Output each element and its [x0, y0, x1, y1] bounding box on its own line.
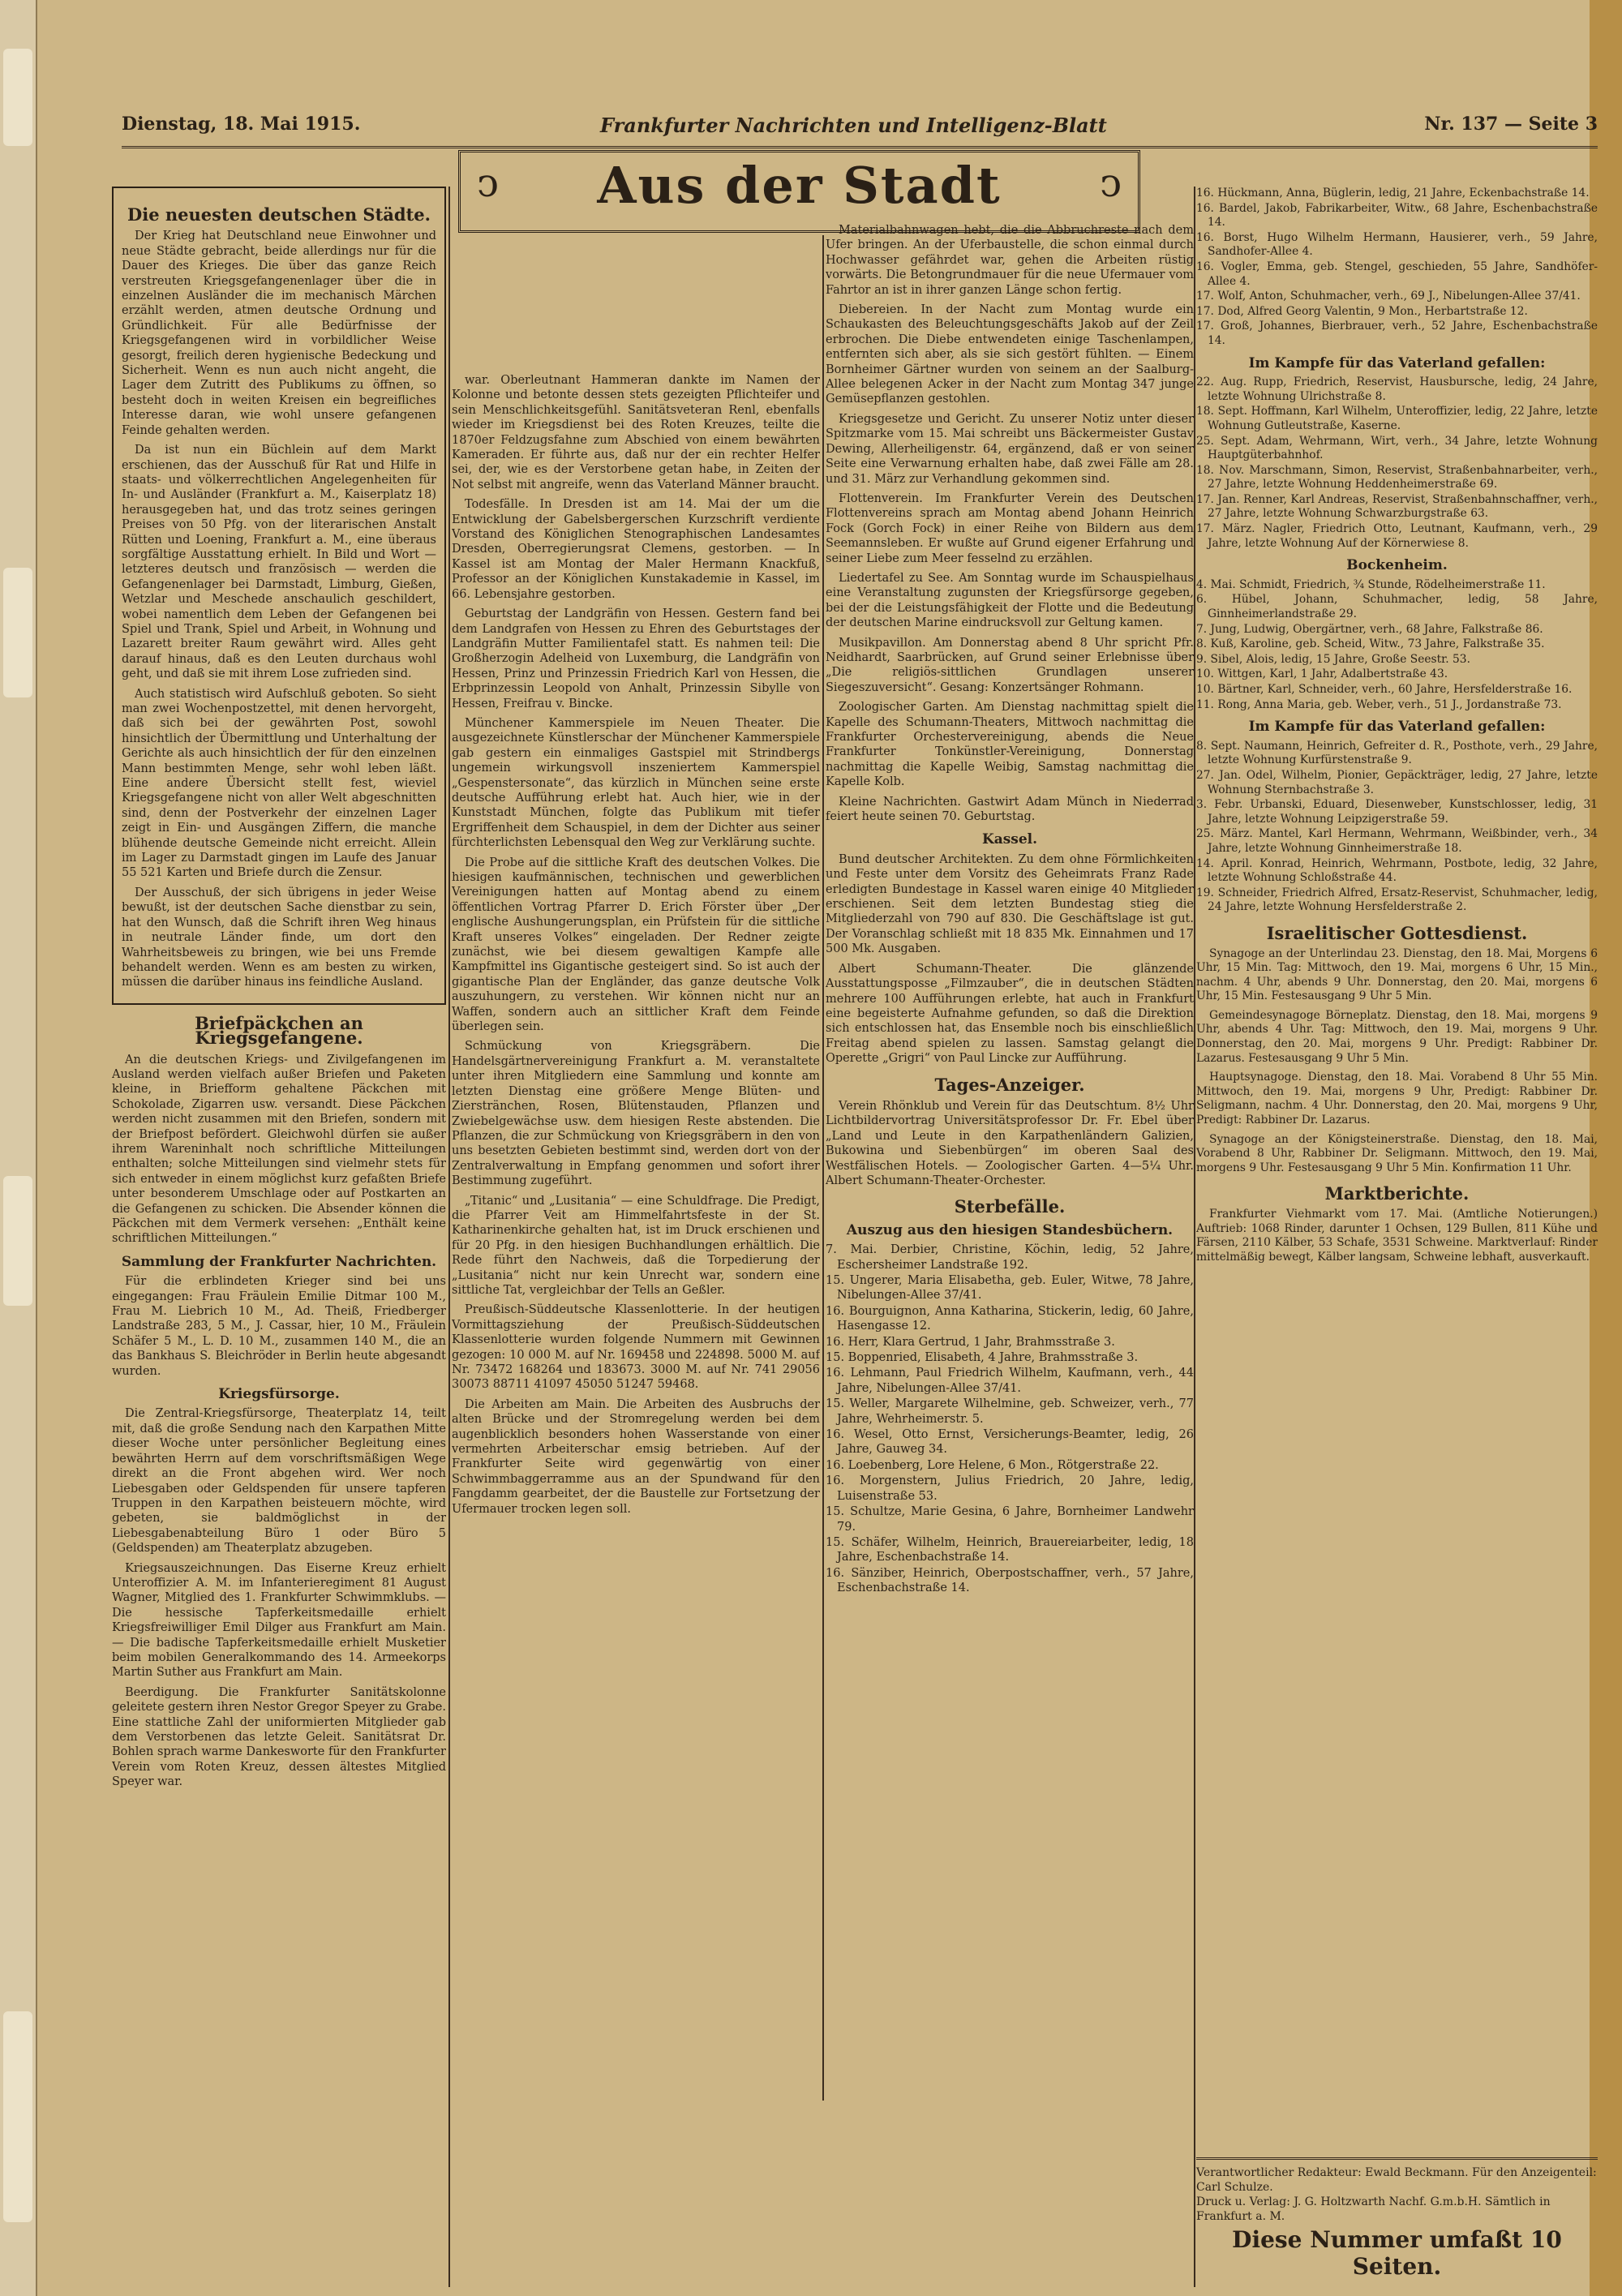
article-paragraph: Frankfurter Viehmarkt vom 17. Mai. (Amtliche Notierungen.) Auftrieb: 1068 Rinder, darunter 1 Ochsen, 129 Bullen, 811 Kühe und Färsen, 2110 Kälber, 53 Schafe, 3531 Schweine. Marktverlauf: Rinder mittelmäßig bewegt, Kälber langsam, Schweine lebhaft, ausverkauft. [1196, 1208, 1598, 1264]
fallen-soldiers-list [1196, 376, 1598, 551]
article-heading: Im Kampfe für das Vaterland gefallen: [1248, 719, 1546, 736]
list-entry: 17. Wolf, Anton, Schuhmacher, verh., 69 J., Nibelungen-Allee 37/41. [1196, 290, 1581, 303]
column-3 [826, 223, 1194, 2113]
article-heading: Sammlung der Frankfurter Nachrichten. [121, 1253, 437, 1270]
list-entry: 14. April. Konrad, Heinrich, Wehrmann, Postbote, ledig, 32 Jahre, letzte Wohnung Schloßstraße 44. [1196, 856, 1598, 885]
article-paragraph: Flottenverein. Im Frankfurter Verein des Deutschen Flottenvereins sprach am Montag abend Johann Heinrich Fock (Gorch Fock) in einer Reihe von Bildern aus dem Seemannsleben. Er wußte auf Grund eigener Erfahrung und seiner Liebe zum Meer fesselnd zu erzählen. [826, 491, 1194, 565]
article-heading: Kriegsfürsorge. [218, 1386, 340, 1403]
article-paragraph: Diebereien. In der Nacht zum Montag wurde ein Schaukasten des Beleuchtungsgeschäfts Jakob auf der Zeil erbrochen. Die Diebe entwendeten einige Taschenlampen, entfernten sich aber, als sie sich gestört fühlten. — Einem Bornheimer Gärtner wurden von seinem an der Saalburg-Allee belegenen Acker in der Nacht zum Montag 347 junge Gemüsepflanzen gestohlen. [826, 303, 1194, 406]
article-paragraph: Liedertafel zu See. Am Sonntag wurde im Schauspielhaus eine Veranstaltung zugunsten der Kriegsfürsorge gegeben, bei der die Leistungsfähigkeit der Flotte und die Bedeutung der deutschen Marine eindrucksvoll zur Geltung kamen. [826, 571, 1194, 630]
article-heading: Bockenheim. [1346, 557, 1448, 574]
article-paragraph: Schmückung von Kriegsgräbern. Die Handelsgärtnervereinigung Frankfurt a. M. veranstaltete unter ihren Mitgliedern eine Sammlung und konnte am letzten Dienstag eine größere Menge Blüten- und Zierstränchen, Rosen, Blütenstauden, Pflanzen und Zwiebelgewächse usw. dem hiesigen Reste abstenden. Die Pflanzen, die zur Schmückung von Kriegsgräbern in den von uns besetzten Gebieten bestimmt sind, werden dort von der Zentralverwaltung in Empfang genommen und sofort ihrer Bestimmung zugeführt. [452, 1040, 820, 1188]
article-paragraph: Die Arbeiten am Main. Die Arbeiten des Ausbruchs der alten Brücke und der Stromregelung werden bei dem augenblicklich besonders hohen Wasserstande von einer vermehrten Arbeiterschar emsig betrieben. Auf der Frankfurter Seite wird gegenwärtig von einer Schwimmbaggerramme aus an der Spundwand für den Fangdamm gearbeitet, der die Baustelle zur Fortsetzung der Ufermauer trocken legen soll. [452, 1397, 820, 1516]
publisher-info [1196, 2165, 1598, 2224]
ornament-left-icon: ↄ [477, 161, 499, 206]
boxed-article [112, 187, 446, 1005]
list-entry: 8. Kuß, Karoline, geb. Scheid, Witw., 73 Jahre, Falkstraße 35. [1196, 637, 1545, 651]
list-entry: 16. Borst, Hugo Wilhelm Hermann, Hausierer, verh., 59 Jahre, Sandhofer-Allee 4. [1196, 230, 1598, 259]
list-entry: 16. Herr, Klara Gertrud, 1 Jahr, Brahmsstraße 3. [826, 1335, 1115, 1349]
list-entry: 16. Vogler, Emma, geb. Stengel, geschieden, 55 Jahre, Sandhöfer-Allee 4. [1196, 260, 1598, 288]
binding-tape [3, 568, 32, 697]
list-entry: 8. Sept. Naumann, Heinrich, Gefreiter d. R., Posthote, verh., 29 Jahre, letzte Wohnung Kurfürstenstraße 9. [1196, 739, 1598, 767]
article-paragraph: „Titanic“ und „Lusitania“ — eine Schuldfrage. Die Predigt, die Pfarrer Veit am Himmelfahrtsfeste in der St. Katharinenkirche gehalten hat, ist im Druck erschienen und für 20 Pfg. in den hiesigen Buchhandlungen erhältlich. Die Rede führt den Nachweis, daß die Torpedierung der „Lusitania“ nicht nur kein Unrecht war, sondern eine sittliche Tat, vergleichbar der Tells an Geßler. [452, 1194, 820, 1297]
article-heading: Die neuesten deutschen Städte. [127, 204, 431, 225]
death-notice-list [826, 1242, 1194, 1595]
list-entry: 18. Sept. Hoffmann, Karl Wilhelm, Unteroffizier, ledig, 22 Jahre, letzte Wohnung Gutleutstraße, Kaserne. [1196, 405, 1598, 432]
article-paragraph: Todesfälle. In Dresden ist am 14. Mai der um die Entwicklung der Gabelsbergerschen Kurzschrift verdiente Vorstand des Königlichen Stenographischen Landesamtes Dresden, Oberregierungsrat Clemens, gestorben. — In Kassel ist am Montag der Maler Hermann Knackfuß, Professor an der Königlichen Kunstakademie in Kassel, im 66. Lebensjahre gestorben. [452, 498, 820, 601]
list-entry: 27. Jan. Odel, Wilhelm, Pionier, Gepäckträger, ledig, 27 Jahre, letzte Wohnung Sternbachstraße 3. [1196, 768, 1598, 796]
article-heading: Briefpäckchen an Kriegsgefangene. [195, 1012, 363, 1049]
list-entry: 17. Dod, Alfred Georg Valentin, 9 Mon., Herbartstraße 12. [1196, 304, 1528, 318]
article-paragraph: Die Zentral-Kriegsfürsorge, Theaterplatz 14, teilt mit, daß die große Sendung nach den Karpathen Mitte dieser Woche unter persönlicher Begleitung eines bewährten Herrn auf dem vorschriftsmäßigen Wege direkt an die Front abgehen wird. Wer noch Liebesgaben oder Geldspenden für unsere tapferen Truppen in den Karpathen beisteuern möchte, wird gebeten, sie baldmöglichst in der Liebesgabenabteilung Büro 1 oder Büro 5 (Geldspenden) am Theaterplatz abzugeben. [112, 1407, 446, 1556]
article-paragraph: Da ist nun ein Büchlein auf dem Markt erschienen, das der Ausschuß für Rat und Hilfe in staats- und völkerrechtlichen Angelegenheiten für In- und Ausländer (Frankfurt a. M., Kaiserplatz 18) herausgegeben hat, und das trotz seines geringen Preises von 50 Pfg. von der literarischen Anstalt Rütten und Loening, Frankfurt a. M., eine überaus sorgfältige Ausstattung erhielt. In Bild und Wort — letzteres deutsch und französisch — werden die Gefangenenlager bei Darmstadt, Limburg, Gießen, Wetzlar und Meschede anschaulich geschildert, wobei namentlich dem Leben der Gefangenen bei Spiel und Trank, Spiel und Arbeit, in Wohnung und Lazarett breiter Raum gewährt wird. Alles geht darauf hinaus, daß es den Leuten durchaus wohl geht, und daß sie mit ihrem Lose zufrieden sind. [122, 444, 436, 681]
list-entry: 7. Jung, Ludwig, Obergärtner, verh., 68 Jahre, Falkstraße 86. [1196, 622, 1543, 636]
section-title: Aus der Stadt [597, 156, 1002, 215]
death-notice-list [1196, 187, 1598, 349]
newspaper-name: Frankfurter Nachrichten und Intelligenz-Blatt [600, 114, 1107, 137]
article-heading: Sterbefälle. [954, 1196, 1066, 1217]
list-entry: 4. Mai. Schmidt, Friedrich, ¾ Stunde, Rödelheimerstraße 11. [1196, 577, 1546, 591]
article-paragraph: Verein Rhönklub und Verein für das Deutschtum. 8½ Uhr Lichtbildervortrag Universitätsprofessor Dr. Fr. Ebel über „Land und Leute in den Karpathenländern Galizien, Bukowina und Siebenbürgen“ im oberen Saal des Westfälischen Hotels. — Zoologischer Garten. 4—5¼ Uhr. Albert Schumann-Theater-Orchester. [826, 1099, 1194, 1187]
list-entry: 16. Hückmann, Anna, Büglerin, ledig, 21 Jahre, Eckenbachstraße 14. [1196, 187, 1590, 200]
list-entry: 15. Ungerer, Maria Elisabetha, geb. Euler, Witwe, 78 Jahre, Nibelungen-Allee 37/41. [826, 1274, 1194, 1302]
list-entry: 25. Sept. Adam, Wehrmann, Wirt, verh., 34 Jahre, letzte Wohnung Hauptgüterbahnhof. [1196, 434, 1598, 462]
article-heading: Tages-Anzeiger. [934, 1074, 1085, 1095]
list-entry: 15. Schäfer, Wilhelm, Heinrich, Brauereiarbeiter, ledig, 18 Jahre, Eschenbachstraße 14. [826, 1535, 1194, 1564]
list-entry: 9. Sibel, Alois, ledig, 15 Jahre, Große Seestr. 53. [1196, 652, 1470, 666]
issue-date: Dienstag, 18. Mai 1915. [122, 114, 361, 135]
list-entry: 15. Schultze, Marie Gesina, 6 Jahre, Bornheimer Landwehr 79. [826, 1505, 1194, 1534]
column-divider [448, 187, 450, 2287]
list-entry: 25. März. Mantel, Karl Hermann, Wehrmann, Weißbinder, verh., 34 Jahre, letzte Wohnung Ginnheimerstraße 18. [1196, 827, 1598, 855]
article-paragraph: Kleine Nachrichten. Gastwirt Adam Münch in Niederrad feiert heute seinen 70. Geburtstag. [826, 795, 1194, 824]
article-paragraph: Bund deutscher Architekten. Zu dem ohne Förmlichkeiten und Feste unter dem Vorsitz des Geheimrats Franz Rade erledigten Bundestage in Kassel waren einige 40 Mitglieder erschienen. Seit dem letzten Bundestag stieg die Mitgliederzahl von 790 auf 830. Die Geschäftslage ist gut. Der Voranschlag schließt mit 18 835 Mk. Einnahmen und 17 500 Mk. Ausgaben. [826, 852, 1194, 956]
page-header [122, 114, 1598, 143]
list-entry: 6. Hübel, Johann, Schuhmacher, ledig, 58 Jahre, Ginnheimerlandstraße 29. [1196, 593, 1598, 621]
article-paragraph: Zoologischer Garten. Am Dienstag nachmittag spielt die Kapelle des Schumann-Theaters, Mittwoch nachmittag die Frankfurter Orchestervereinigung, abends die Neue Frankfurter Tonkünstler-Vereinigung, Donnerstag nachmittag die Kapelle Weibig, Samstag nachmittag die Kapelle Kolb. [826, 701, 1194, 789]
article-subheading: Auszug aus den hiesigen Standesbüchern. [846, 1221, 1174, 1238]
article-paragraph: Synagoge an der Königsteinerstraße. Dienstag, den 18. Mai, Vorabend 8 Uhr, Rabbiner Dr. Seligmann. Mittwoch, den 19. Mai, morgens 9 Uhr. Festesausgang 9 Uhr 5 Min. Konfirmation 11 Uhr. [1196, 1132, 1598, 1174]
article-paragraph: Die Probe auf die sittliche Kraft des deutschen Volkes. Die hiesigen kaufmännischen, technischen und gewerblichen Vereinigungen hatten auf Montag abend zu einem öffentlichen Vortrag Pfarrer D. Erich Förster über „Der englische Aushungerungsplan, ein Prüfstein für die sittliche Kraft unseres Volkes“ eingeladen. Der Redner zeigte zunächst, wie bei diesem gewaltigen Kampfe alle Kampfmittel ins Gigantische gesteigert sind. So ist auch der gigantische Plan der Engländer, das ganze deutsche Volk auszuhungern, zu verstehen. Wir können nicht nur an Waffen, sondern auch an sittlicher Kraft dem Feinde überlegen sein. [452, 856, 820, 1034]
page-number: Nr. 137 — Seite 3 [1424, 114, 1598, 135]
column-2 [452, 373, 820, 2036]
article-paragraph: Materialbahnwagen hebt, die die Abbruchreste nach dem Ufer bringen. An der Uferbaustelle, die schon einmal durch Hochwasser gefährdet war, gehen die Arbeiten rüstig vorwärts. Die Betongrundmauer für die neue Ufermauer vom Fahrtor an ist in ihrer ganzen Länge schon fertig. [826, 224, 1194, 297]
list-entry: 17. Jan. Renner, Karl Andreas, Reservist, Straßenbahnschaffner, verh., 27 Jahre, letzte Wohnung Schwarzburgstraße 63. [1196, 492, 1598, 521]
column-4 [1196, 187, 1598, 2287]
article-paragraph: Geburtstag der Landgräfin von Hessen. Gestern fand bei dem Landgrafen von Hessen zu Ehren des Geburtstages der Landgräfin Mutter Familientafel statt. Es nahmen teil: Die Großherzogin Adelheid von Luxemburg, die Landgräfin von Hessen, Prinz und Prinzessin Friedrich Karl von Hessen, die Erbprinzessin Leopold von Anhalt, Prinzessin Sibylle von Hessen, Freifrau v. Bincke. [452, 607, 820, 710]
list-entry: 17. Groß, Johannes, Bierbrauer, verh., 52 Jahre, Eschenbachstraße 14. [1196, 320, 1598, 347]
column-divider [1194, 187, 1195, 2287]
article-heading: Marktberichte. [1324, 1183, 1470, 1204]
list-entry: 22. Aug. Rupp, Friedrich, Reservist, Hausbursche, ledig, 24 Jahre, letzte Wohnung Ulrichstraße 8. [1196, 376, 1598, 403]
list-entry: 10. Bärtner, Karl, Schneider, verh., 60 Jahre, Hersfelderstraße 16. [1196, 683, 1573, 696]
printer-line: Druck u. Verlag: J. G. Holtzwarth Nachf. G.m.b.H. Sämtlich in Frankfurt a. M. [1196, 2195, 1551, 2223]
article-paragraph: war. Oberleutnant Hammeran dankte im Namen der Kolonne und betonte dessen stets gezeigten Pflichteifer und sein Menschlichkeitsgefühl. Sanitätsveteran Renl, ebenfalls wieder im Kriegsdienst bei des Roten Kreuzes, teilte die 1870er Feldzugsfahne zum Abschied von einem bewährten Kameraden. Er führte aus, daß nur der ein rechter Helfer sei, der, wie es der Verstorbene getan habe, in Zeiten der Not selbst mit angreife, wenn das Vaterland Männer braucht. [452, 374, 820, 491]
list-entry: 3. Febr. Urbanski, Eduard, Diesenweber, Kunstschlosser, ledig, 31 Jahre, letzte Wohnung Leipzigerstraße 59. [1196, 798, 1598, 826]
article-paragraph: Albert Schumann-Theater. Die glänzende Ausstattungsposse „Filmzauber“, die in deutschen Städten mehrere 100 Aufführungen erlebte, hat auch in Frankfurt eine begeisterte Aufnahme gefunden, so daß die Direktion sich entschlossen hat, das Ensemble noch bis einschließlich Freitag abend spielen zu lassen. Samstag gelangt die Operette „Grigri“ von Paul Lincke zur Aufführung. [826, 962, 1194, 1066]
article-paragraph: Synagoge an der Unterlindau 23. Dienstag, den 18. Mai, Morgens 6 Uhr, 15 Min. Tag: Mittwoch, den 19. Mai, morgens 6 Uhr, 15 Min., nachm. 4 Uhr, abends 9 Uhr. Donnerstag, den 20. Mai, morgens 6 Uhr, 15 Min. Festesausgang 9 Uhr 5 Min. [1196, 946, 1598, 1003]
list-entry: 7. Mai. Derbier, Christine, Köchin, ledig, 52 Jahre, Eschersheimer Landstraße 192. [826, 1243, 1194, 1272]
list-entry: 16. Sänziber, Heinrich, Oberpostschaffner, verh., 57 Jahre, Eschenbachstraße 14. [826, 1566, 1194, 1595]
article-paragraph: Gemeindesynagoge Börneplatz. Dienstag, den 18. Mai, morgens 9 Uhr, abends 4 Uhr. Tag: Mittwoch, den 19. Mai, morgens 9 Uhr. Donnerstag, den 20. Mai, morgens 9 Uhr. Predigt: Rabbiner Dr. Lazarus. Festesausgang 9 Uhr 5 Min. [1196, 1008, 1598, 1065]
article-paragraph: An die deutschen Kriegs- und Zivilgefangenen im Ausland werden vielfach außer Briefen und Paketen kleine, in Briefform gehaltene Päckchen mit Schokolade, Zigarren usw. versandt. Diese Päckchen werden nicht zusammen mit den Briefen, sondern mit der Briefpost befördert. Gleichwohl dürfen sie außer ihrem Wareninhalt noch schriftliche Mitteilungen enthalten; solche Mitteilungen sind vielmehr stets für sich entweder in einem möglichst kurz gefaßten Briefe unter besonderem Umschlage oder auf Postkarten an die Gefangenen zu schicken. Die Absender können die Päckchen mit dem Vermerk versehen: „Enthält keine schriftlichen Mitteilungen.“ [112, 1053, 446, 1246]
article-paragraph: Auch statistisch wird Aufschluß geboten. So sieht man zwei Wochenpostzettel, mit denen hervorgeht, daß sich bei der gewährten Post, sowohl hinsichtlich der Übermittlung und Unterhaltung der Gerichte als auch hinsichtlich der für den einzelnen Mann bestimmten Menge, sehr wohl leben läßt. Eine andere Übersicht stellt fest, wieviel Kriegsgefangene nicht von aller Welt abgeschnitten sind, denn der Postverkehr der einzelnen Lager zeigt in Ein- und Ausgängen Ziffern, die manche blühende deutsche Gemeinde nicht erreicht. Allein im Lager zu Darmstadt gingen im Laufe des Januar 55 521 Karten und Briefe durch die Zensur. [122, 687, 436, 880]
article-paragraph: Der Krieg hat Deutschland neue Einwohner und neue Städte gebracht, beide allerdings nur für die Dauer des Krieges. Die über das ganze Reich verstreuten Kriegsgefangenenlager über die in einzelnen Ausländer die im mechanisch Märchen erzählt werden, atmen deutsche Ordnung und Gründlichkeit. Für alle Bedürfnisse der Kriegsgefangenen wird in vorbildlicher Weise gesorgt, freilich deren hygienische Bedeckung und Sicherheit. Wenn es nun auch nicht angeht, die Lager dem Zutritt des Publikums zu öffnen, so besteht doch in weiten Kreisen ein begreifliches Interesse daran, wie wohl unsere gefangenen Feinde gehalten werden. [122, 230, 436, 437]
list-entry: 16. Bardel, Jakob, Fabrikarbeiter, Witw., 68 Jahre, Eschenbachstraße 14. [1196, 201, 1598, 230]
binding-tape [3, 1176, 32, 1306]
death-notice-list [1196, 578, 1598, 712]
article-heading: Israelitischer Gottesdienst. [1266, 922, 1528, 943]
footer-rule [1196, 2157, 1598, 2160]
article-paragraph: Kriegsauszeichnungen. Das Eiserne Kreuz erhielt Unteroffizier A. M. im Infanterieregiment 81 August Wagner, Mitglied des 1. Frankfurter Schwimmklubs. — Die hessische Tapferkeitsmedaille erhielt Kriegsfreiwilliger Emil Dilger aus Frankfurt am Main. — Die badische Tapferkeitsmedaille erhielt Musketier beim mobilen Generalkommando des 14. Armeekorps Martin Suther aus Frankfurt am Main. [112, 1561, 446, 1680]
binding-tape [3, 49, 32, 146]
ornament-right-icon: ↄ [1100, 161, 1122, 206]
fallen-soldiers-list [1196, 740, 1598, 915]
list-entry: 15. Weller, Margarete Wilhelmine, geb. Schweizer, verh., 77 Jahre, Wehrheimerstr. 5. [826, 1397, 1194, 1426]
list-entry: 17. März. Nagler, Friedrich Otto, Leutnant, Kaufmann, verh., 29 Jahre, letzte Wohnung Auf der Körnerwiese 8. [1196, 522, 1598, 550]
column-divider [822, 235, 824, 2101]
binding-tape [3, 2011, 32, 2222]
list-entry: 16. Morgenstern, Julius Friedrich, 20 Jahre, ledig, Luisenstraße 53. [826, 1474, 1194, 1503]
list-entry: 16. Lehmann, Paul Friedrich Wilhelm, Kaufmann, verh., 44 Jahre, Nibelungen-Allee 37/41. [826, 1367, 1194, 1395]
binding-strip [0, 0, 37, 2296]
article-paragraph: Beerdigung. Die Frankfurter Sanitätskolonne geleitete gestern ihren Nestor Gregor Speyer zu Grabe. Eine stattliche Zahl der uniformierten Mitglieder gab dem Verstorbenen das letzte Geleit. Sanitätsrat Dr. Bohlen sprach warme Dankesworte für den Frankfurter Verein vom Roten Kreuz, dessen ältestes Mitglied Speyer war. [112, 1685, 446, 1789]
list-entry: 10. Wittgen, Karl, 1 Jahr, Adalbertstraße 43. [1196, 667, 1448, 681]
list-entry: 18. Nov. Marschmann, Simon, Reservist, Straßenbahnarbeiter, verh., 27 Jahre, letzte Wohnung Heddenheimerstraße 69. [1196, 463, 1598, 491]
list-entry: 11. Rong, Anna Maria, geb. Weber, verh., 51 J., Jordanstraße 73. [1196, 697, 1562, 711]
list-entry: 19. Schneider, Friedrich Alfred, Ersatz-Reservist, Schuhmacher, ledig, 24 Jahre, letzte Wohnung Hersfelderstraße 2. [1196, 886, 1598, 914]
list-entry: 16. Loebenberg, Lore Helene, 6 Mon., Rötgerstraße 22. [826, 1458, 1159, 1472]
list-entry: 15. Boppenried, Elisabeth, 4 Jahre, Brahmsstraße 3. [826, 1351, 1139, 1365]
article-paragraph: Preußisch-Süddeutsche Klassenlotterie. In der heutigen Vormittagsziehung der Preußisch-Süddeutschen Klassenlotterie wurden folgende Nummern mit Gewinnen gezogen: 10 000 M. auf Nr. 169458 und 224898. 5000 M. auf Nr. 73472 168264 und 183673. 3000 M. auf Nr. 741 29056 30073 88711 41097 45050 51247 59468. [452, 1303, 820, 1392]
section-title-box [458, 150, 1140, 233]
article-paragraph: Hauptsynagoge. Dienstag, den 18. Mai. Vorabend 8 Uhr 55 Min. Mittwoch, den 19. Mai, morgens 9 Uhr, Predigt: Rabbiner Dr. Seligmann, nachm. 4 Uhr. Donnerstag, den 20. Mai, morgens 9 Uhr, Predigt: Rabbiner Dr. Lazarus. [1196, 1071, 1598, 1127]
article-paragraph: Musikpavillon. Am Donnerstag abend 8 Uhr spricht Pfr. Neidhardt, Saarbrücken, auf Grund seiner Erlebnisse über „Die religiös-sittlichen Grundlagen unserer Siegeszuversicht“. Gesang: Konzertsänger Rohmann. [826, 636, 1194, 694]
article-heading: Im Kampfe für das Vaterland gefallen: [1248, 354, 1546, 371]
article-paragraph: Für die erblindeten Krieger sind bei uns eingegangen: Frau Fräulein Emilie Ditmar 100 M., Frau M. Liebrich 10 M., Ad. Theiß, Friedberger Landstraße 283, 5 M., J. Cassar, hier, 10 M., Fräulein Schäfer 5 M., L. D. 10 M., zusammen 140 M., die an das Bankhaus S. Bleichröder in Berlin heute abgesandt wurden. [112, 1275, 446, 1378]
list-entry: 16. Wesel, Otto Ernst, Versicherungs-Beamter, ledig, 26 Jahre, Gauweg 34. [826, 1428, 1194, 1457]
column-1 [112, 187, 446, 2287]
editor-line: Verantwortlicher Redakteur: Ewald Beckmann. Für den Anzeigenteil: Carl Schulze. [1196, 2166, 1597, 2194]
article-heading: Kassel. [981, 831, 1038, 848]
article-paragraph: Kriegsgesetze und Gericht. Zu unserer Notiz unter dieser Spitzmarke vom 15. Mai schreibt uns Bäckermeister Gustav Dewing, Allerheiligenstr. 64, ergänzend, daß er von seiner Seite eine Verwarnung erhalten habe, daß zwei Fälle am 28. und 31. März zur Verhandlung gekommen sind. [826, 412, 1194, 486]
article-paragraph: Münchener Kammerspiele im Neuen Theater. Die ausgezeichnete Künstlerschar der Münchener Kammerspiele gab gestern ein einmaliges Gastspiel mit Strindbergs ungemein wirkungsvoll inszeniertem Kammerspiel „Gespenstersonate“, das kürzlich in München seine erste deutsche Aufführung erlebt hat. Auch hier, wie in der Kunststadt München, folgte das Publikum mit tiefer Ergriffenheit dem Schauspiel, in dem der Dichter aus seiner fürchterlichsten Lebensqual den Weg zur Verklärung suchte. [452, 716, 820, 850]
article-paragraph: Der Ausschuß, der sich übrigens in jeder Weise bewußt, ist der deutschen Sache dienstbar zu sein, hat den Wunsch, daß die Schrift ihren Weg hinaus in neutrale Länder finde, um dort den Wahrheitsbeweis zu bringen, wie bei uns Fremde behandelt werden. Wenn es am besten zu wirken, müssen die darüber hinaus ins feindliche Ausland. [122, 886, 436, 989]
page-count-note: Diese Nummer umfaßt 10 Seiten. [1232, 2226, 1562, 2280]
header-rule [122, 146, 1598, 148]
list-entry: 16. Bourguignon, Anna Katharina, Stickerin, ledig, 60 Jahre, Hasengasse 12. [826, 1304, 1194, 1333]
